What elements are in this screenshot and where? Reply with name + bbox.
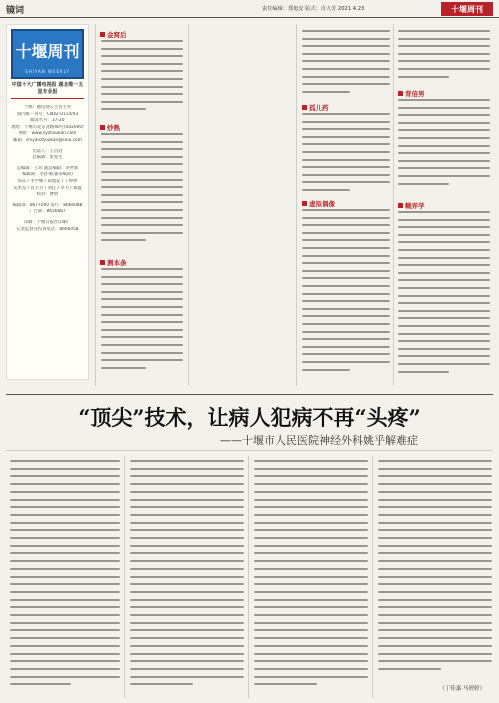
masthead-info-line: 网址：www.syzhoukan.com <box>18 131 77 137</box>
body-text-line <box>10 599 120 601</box>
body-text-line <box>130 475 244 477</box>
body-text-line <box>398 219 490 221</box>
masthead-info-line: 印刷：十堰日报社印刷厂 <box>23 219 72 225</box>
body-text-line <box>398 114 490 116</box>
masthead-info-e <box>7 220 88 233</box>
body-text-line <box>130 645 244 647</box>
body-text-line <box>130 568 244 570</box>
body-text-line <box>101 93 183 95</box>
column-divider <box>188 24 189 386</box>
body-text-line <box>10 468 120 470</box>
body-text-line <box>101 217 183 219</box>
body-text-line <box>378 583 492 585</box>
body-text-line <box>10 460 120 462</box>
body-text-line <box>101 48 183 50</box>
body-text-line <box>398 76 449 78</box>
body-text-line <box>302 346 390 348</box>
body-text-line <box>130 483 244 485</box>
body-text-line <box>398 152 490 154</box>
body-text-line <box>254 676 368 678</box>
body-text-line <box>101 321 183 323</box>
body-text-line <box>130 676 244 678</box>
article-head: 金窝后 <box>100 30 127 39</box>
body-text-line <box>10 614 120 616</box>
masthead-info-line: 广告部：8656687 <box>29 209 66 215</box>
body-text-line <box>10 683 71 685</box>
body-text-line <box>378 560 492 562</box>
body-text-line <box>302 369 350 371</box>
body-text-line <box>378 545 492 547</box>
body-text-line <box>378 576 492 578</box>
body-text-line <box>254 514 368 516</box>
body-text-line <box>254 637 368 639</box>
body-text-line <box>302 60 390 62</box>
body-text-line <box>101 283 183 285</box>
body-text-line <box>398 145 490 147</box>
body-text-line <box>398 325 490 327</box>
body-text-line <box>130 552 244 554</box>
page-header <box>0 0 499 18</box>
body-text-line <box>302 323 390 325</box>
body-text-line <box>10 560 120 562</box>
body-text-line <box>101 156 183 158</box>
body-text-line <box>130 614 244 616</box>
body-text-line <box>254 668 368 670</box>
body-text-line <box>302 331 390 333</box>
body-text-line <box>398 348 490 350</box>
body-text-line <box>101 239 146 241</box>
body-text-line <box>101 314 183 316</box>
masthead-info-line: 校对：曹明 <box>36 192 59 198</box>
body-text-line <box>101 108 146 110</box>
body-text-line <box>378 606 492 608</box>
body-text-line <box>10 529 120 531</box>
body-text-line <box>254 614 368 616</box>
body-text-line <box>302 232 390 234</box>
body-text-line <box>10 576 120 578</box>
body-text-line <box>398 257 490 259</box>
body-text-line <box>254 622 368 624</box>
body-text-line <box>130 660 244 662</box>
body-text-line <box>302 262 390 264</box>
body-text-line <box>10 475 120 477</box>
body-text-line <box>101 201 183 203</box>
body-text-line <box>10 537 120 539</box>
body-text-line <box>378 614 492 616</box>
article-head: 背信男 <box>398 89 425 98</box>
body-text-line <box>130 491 244 493</box>
body-text-line <box>130 545 244 547</box>
body-text-line <box>302 121 390 123</box>
body-text-line <box>254 560 368 562</box>
body-text-line <box>130 514 244 516</box>
body-text-line <box>130 537 244 539</box>
body-text-line <box>10 660 120 662</box>
feature-subtitle: ——十堰市人民医院神经外科姚乎解难症 <box>220 434 418 447</box>
body-text-line <box>254 653 368 655</box>
column-divider <box>393 24 394 386</box>
body-text-line <box>302 83 390 85</box>
body-text-line <box>254 591 368 593</box>
masthead-panel <box>6 24 89 380</box>
body-text-line <box>398 175 490 177</box>
body-text-line <box>254 576 368 578</box>
body-text-line <box>398 60 490 62</box>
body-text-line <box>302 30 390 32</box>
body-text-line <box>101 224 183 226</box>
body-text-line <box>10 483 120 485</box>
body-text-line <box>302 166 390 168</box>
body-text-line <box>130 576 244 578</box>
section-label: 镜词 <box>6 6 25 16</box>
body-text-line <box>101 141 183 143</box>
body-text-line <box>101 148 183 150</box>
body-text-line <box>398 234 490 236</box>
masthead-divider <box>11 98 84 102</box>
body-text-line <box>101 78 183 80</box>
body-text-line <box>130 629 244 631</box>
body-text-line <box>130 606 244 608</box>
body-text-line <box>398 183 449 185</box>
body-text-line <box>378 622 492 624</box>
body-text-line <box>130 499 244 501</box>
body-text-line <box>10 591 120 593</box>
body-text-line <box>254 599 368 601</box>
publisher-line: 中国十大广播电视报 湖北唯一五星专业报 <box>11 82 84 95</box>
feature-byline: （丁佳嘉 马婷婷） <box>439 686 485 692</box>
body-text-line <box>302 38 390 40</box>
body-text-line <box>378 475 492 477</box>
body-text-line <box>10 522 120 524</box>
body-text-line <box>101 101 183 103</box>
body-text-line <box>378 522 492 524</box>
body-text-line <box>130 560 244 562</box>
body-text-line <box>398 333 490 335</box>
body-text-line <box>398 129 490 131</box>
body-text-line <box>101 344 183 346</box>
masthead-info-line: 美术室 / 肖大芳 / 刘佳 / 李力 / 郑鑫 <box>13 185 82 191</box>
body-text-line <box>10 552 120 554</box>
body-text-line <box>398 340 490 342</box>
body-text-line <box>378 568 492 570</box>
body-text-line <box>10 629 120 631</box>
column-divider <box>95 24 96 386</box>
body-text-line <box>10 491 120 493</box>
body-text-line <box>10 583 120 585</box>
masthead-info-line: 总编辑：王玮 副总编辑：李世辉 <box>16 165 79 171</box>
article-head: 炒熟 <box>100 123 120 132</box>
body-text-line <box>398 167 490 169</box>
body-text-line <box>101 276 183 278</box>
body-text-line <box>130 522 244 524</box>
body-text-line <box>130 653 244 655</box>
body-text-line <box>254 606 368 608</box>
body-text-line <box>10 622 120 624</box>
body-text-line <box>378 637 492 639</box>
body-text-line <box>101 352 183 354</box>
body-text-line <box>378 491 492 493</box>
body-text-line <box>302 151 390 153</box>
body-text-line <box>130 683 193 685</box>
body-text-line <box>302 181 390 183</box>
feature-title: “顶尖”技术，让病人犯病不再“头疼” <box>78 405 421 430</box>
body-text-line <box>398 287 490 289</box>
body-text-line <box>398 264 490 266</box>
body-text-line <box>378 483 492 485</box>
body-text-line <box>302 159 390 161</box>
body-text-line <box>398 53 490 55</box>
body-text-line <box>398 137 490 139</box>
masthead-info-line: 国内统一刊号：CN42-0114/03 <box>16 111 79 117</box>
body-text-line <box>378 591 492 593</box>
masthead-info-line: 邮箱：shiyanzhoukan@sina.com <box>13 137 82 143</box>
body-text-line <box>10 676 120 678</box>
body-text-line <box>302 209 390 211</box>
body-text-line <box>398 272 490 274</box>
body-text-line <box>10 568 120 570</box>
body-text-line <box>302 76 390 78</box>
body-text-line <box>254 529 368 531</box>
body-text-line <box>398 310 490 312</box>
body-text-line <box>254 552 368 554</box>
article-head: 测本条 <box>100 258 127 267</box>
article-head: 孤儿药 <box>302 103 329 112</box>
masthead-info-line: 邮发代号：37-20 <box>30 118 65 124</box>
body-text-line <box>398 249 490 251</box>
body-text-line <box>398 279 490 281</box>
body-text-line <box>130 460 244 462</box>
body-text-line <box>302 285 390 287</box>
body-text-line <box>101 40 183 42</box>
body-text-line <box>10 606 120 608</box>
body-text-line <box>10 499 120 501</box>
body-text-line <box>130 468 244 470</box>
body-text-line <box>254 475 368 477</box>
body-text-line <box>101 133 183 135</box>
body-text-line <box>254 683 317 685</box>
body-text-line <box>254 506 368 508</box>
body-text-line <box>10 637 120 639</box>
body-text-line <box>302 45 390 47</box>
body-text-line <box>378 660 492 662</box>
masthead-info-line: 周末 / 李学峰 / 郑旭安 / 丁婷婷 <box>17 178 78 184</box>
body-text-line <box>378 668 441 670</box>
column-divider <box>124 456 125 698</box>
body-text-line <box>254 499 368 501</box>
body-text-line <box>398 122 490 124</box>
body-text-line <box>254 537 368 539</box>
body-text-line <box>130 668 244 670</box>
body-text-line <box>302 308 390 310</box>
body-text-line <box>378 468 492 470</box>
body-text-line <box>302 113 390 115</box>
body-text-line <box>130 591 244 593</box>
body-text-line <box>10 668 120 670</box>
body-text-line <box>378 499 492 501</box>
body-text-line <box>302 189 350 191</box>
body-text-line <box>130 506 244 508</box>
body-text-line <box>101 306 183 308</box>
masthead-info-c <box>7 166 88 199</box>
masthead-logo <box>11 29 84 79</box>
body-text-line <box>254 545 368 547</box>
body-text-line <box>101 329 183 331</box>
body-text-line <box>378 514 492 516</box>
column-divider <box>296 24 297 386</box>
body-text-line <box>302 91 350 93</box>
body-text-line <box>302 174 390 176</box>
body-text-line <box>398 45 490 47</box>
body-text-line <box>101 298 183 300</box>
body-text-line <box>101 194 183 196</box>
body-text-line <box>398 363 490 365</box>
body-text-line <box>101 209 183 211</box>
body-text-line <box>398 295 490 297</box>
body-text-line <box>254 660 368 662</box>
body-text-line <box>101 336 183 338</box>
body-text-line <box>101 367 146 369</box>
feature-divider <box>6 450 493 451</box>
body-text-line <box>254 583 368 585</box>
body-text-line <box>378 552 492 554</box>
body-text-line <box>254 491 368 493</box>
body-text-line <box>10 506 120 508</box>
body-text-line <box>398 211 490 213</box>
article-head: 糊弄学 <box>398 201 425 210</box>
body-text-line <box>302 247 390 249</box>
body-text-line <box>378 629 492 631</box>
masthead-info-line: 出品人：王昌昌 <box>32 148 63 154</box>
feature-top-rule <box>6 394 493 395</box>
body-text-line <box>302 53 390 55</box>
body-text-line <box>130 622 244 624</box>
column-divider <box>248 456 249 698</box>
body-text-line <box>302 361 390 363</box>
body-text-line <box>378 506 492 508</box>
body-text-line <box>398 371 449 373</box>
body-text-line <box>101 171 183 173</box>
body-text-line <box>398 226 490 228</box>
body-text-line <box>130 529 244 531</box>
body-text-line <box>101 186 183 188</box>
body-text-line <box>130 637 244 639</box>
body-text-line <box>254 483 368 485</box>
body-text-line <box>101 70 183 72</box>
body-text-line <box>398 160 490 162</box>
body-text-line <box>302 338 390 340</box>
body-text-line <box>302 315 390 317</box>
body-text-line <box>302 277 390 279</box>
masthead-info-a <box>7 105 88 145</box>
body-text-line <box>302 300 390 302</box>
body-text-line <box>254 645 368 647</box>
body-text-line <box>302 68 390 70</box>
masthead-info-b <box>7 149 88 162</box>
body-text-line <box>302 293 390 295</box>
body-text-line <box>398 107 490 109</box>
body-text-line <box>130 583 244 585</box>
body-text-line <box>101 86 183 88</box>
body-text-line <box>302 239 390 241</box>
logo-subtitle: SHIYAN WEEKLY <box>25 69 70 74</box>
column-divider <box>372 456 373 698</box>
masthead-info-line: 编辑部：李济领(兼采编部) <box>22 172 73 178</box>
masthead-info-line: 地址：十堰市北京北路40号(442000) <box>11 124 84 130</box>
body-text-line <box>101 268 183 270</box>
body-text-line <box>254 522 368 524</box>
body-text-line <box>101 179 183 181</box>
body-text-line <box>101 232 183 234</box>
article-head: 虚拟偶像 <box>302 199 335 208</box>
body-text-line <box>10 645 120 647</box>
header-meta: 责任编辑：郑旭安 版式：肖大芳 2021.4.23 <box>262 6 365 12</box>
body-text-line <box>378 529 492 531</box>
body-text-line <box>398 38 490 40</box>
body-text-line <box>101 55 183 57</box>
masthead-info-line: 总编辑：张宪生 <box>32 155 63 161</box>
masthead-info-d <box>7 203 88 216</box>
logo-title: 十堰周刊 <box>15 42 80 61</box>
body-text-line <box>10 653 120 655</box>
body-text-line <box>398 355 490 357</box>
body-text-line <box>10 545 120 547</box>
body-text-line <box>398 68 490 70</box>
masthead-info-line: 十堰广播电视公主管主办 <box>23 105 72 110</box>
body-text-line <box>254 629 368 631</box>
body-text-line <box>302 224 390 226</box>
body-text-line <box>302 270 390 272</box>
brand-badge: 十堰周刊 <box>441 2 493 16</box>
body-text-line <box>302 143 390 145</box>
body-text-line <box>101 163 183 165</box>
body-text-line <box>302 217 390 219</box>
body-text-line <box>10 514 120 516</box>
body-text-line <box>130 599 244 601</box>
body-text-line <box>302 136 390 138</box>
body-text-line <box>398 302 490 304</box>
body-text-line <box>398 317 490 319</box>
masthead-info-line: 编辑部：8677000 发行：8666088 <box>12 202 83 208</box>
body-text-line <box>254 460 368 462</box>
body-text-line <box>378 653 492 655</box>
body-text-line <box>398 30 490 32</box>
body-text-line <box>378 460 492 462</box>
body-text-line <box>378 537 492 539</box>
body-text-line <box>101 63 183 65</box>
body-text-line <box>254 468 368 470</box>
body-text-line <box>254 568 368 570</box>
body-text-line <box>378 599 492 601</box>
masthead-info-line: 记者监督及投诉电话：8666058 <box>16 226 79 232</box>
body-text-line <box>101 291 183 293</box>
body-text-line <box>302 255 390 257</box>
body-text-line <box>398 99 490 101</box>
body-text-line <box>378 645 492 647</box>
body-text-line <box>398 241 490 243</box>
body-text-line <box>302 128 390 130</box>
body-text-line <box>101 359 183 361</box>
body-text-line <box>302 353 390 355</box>
